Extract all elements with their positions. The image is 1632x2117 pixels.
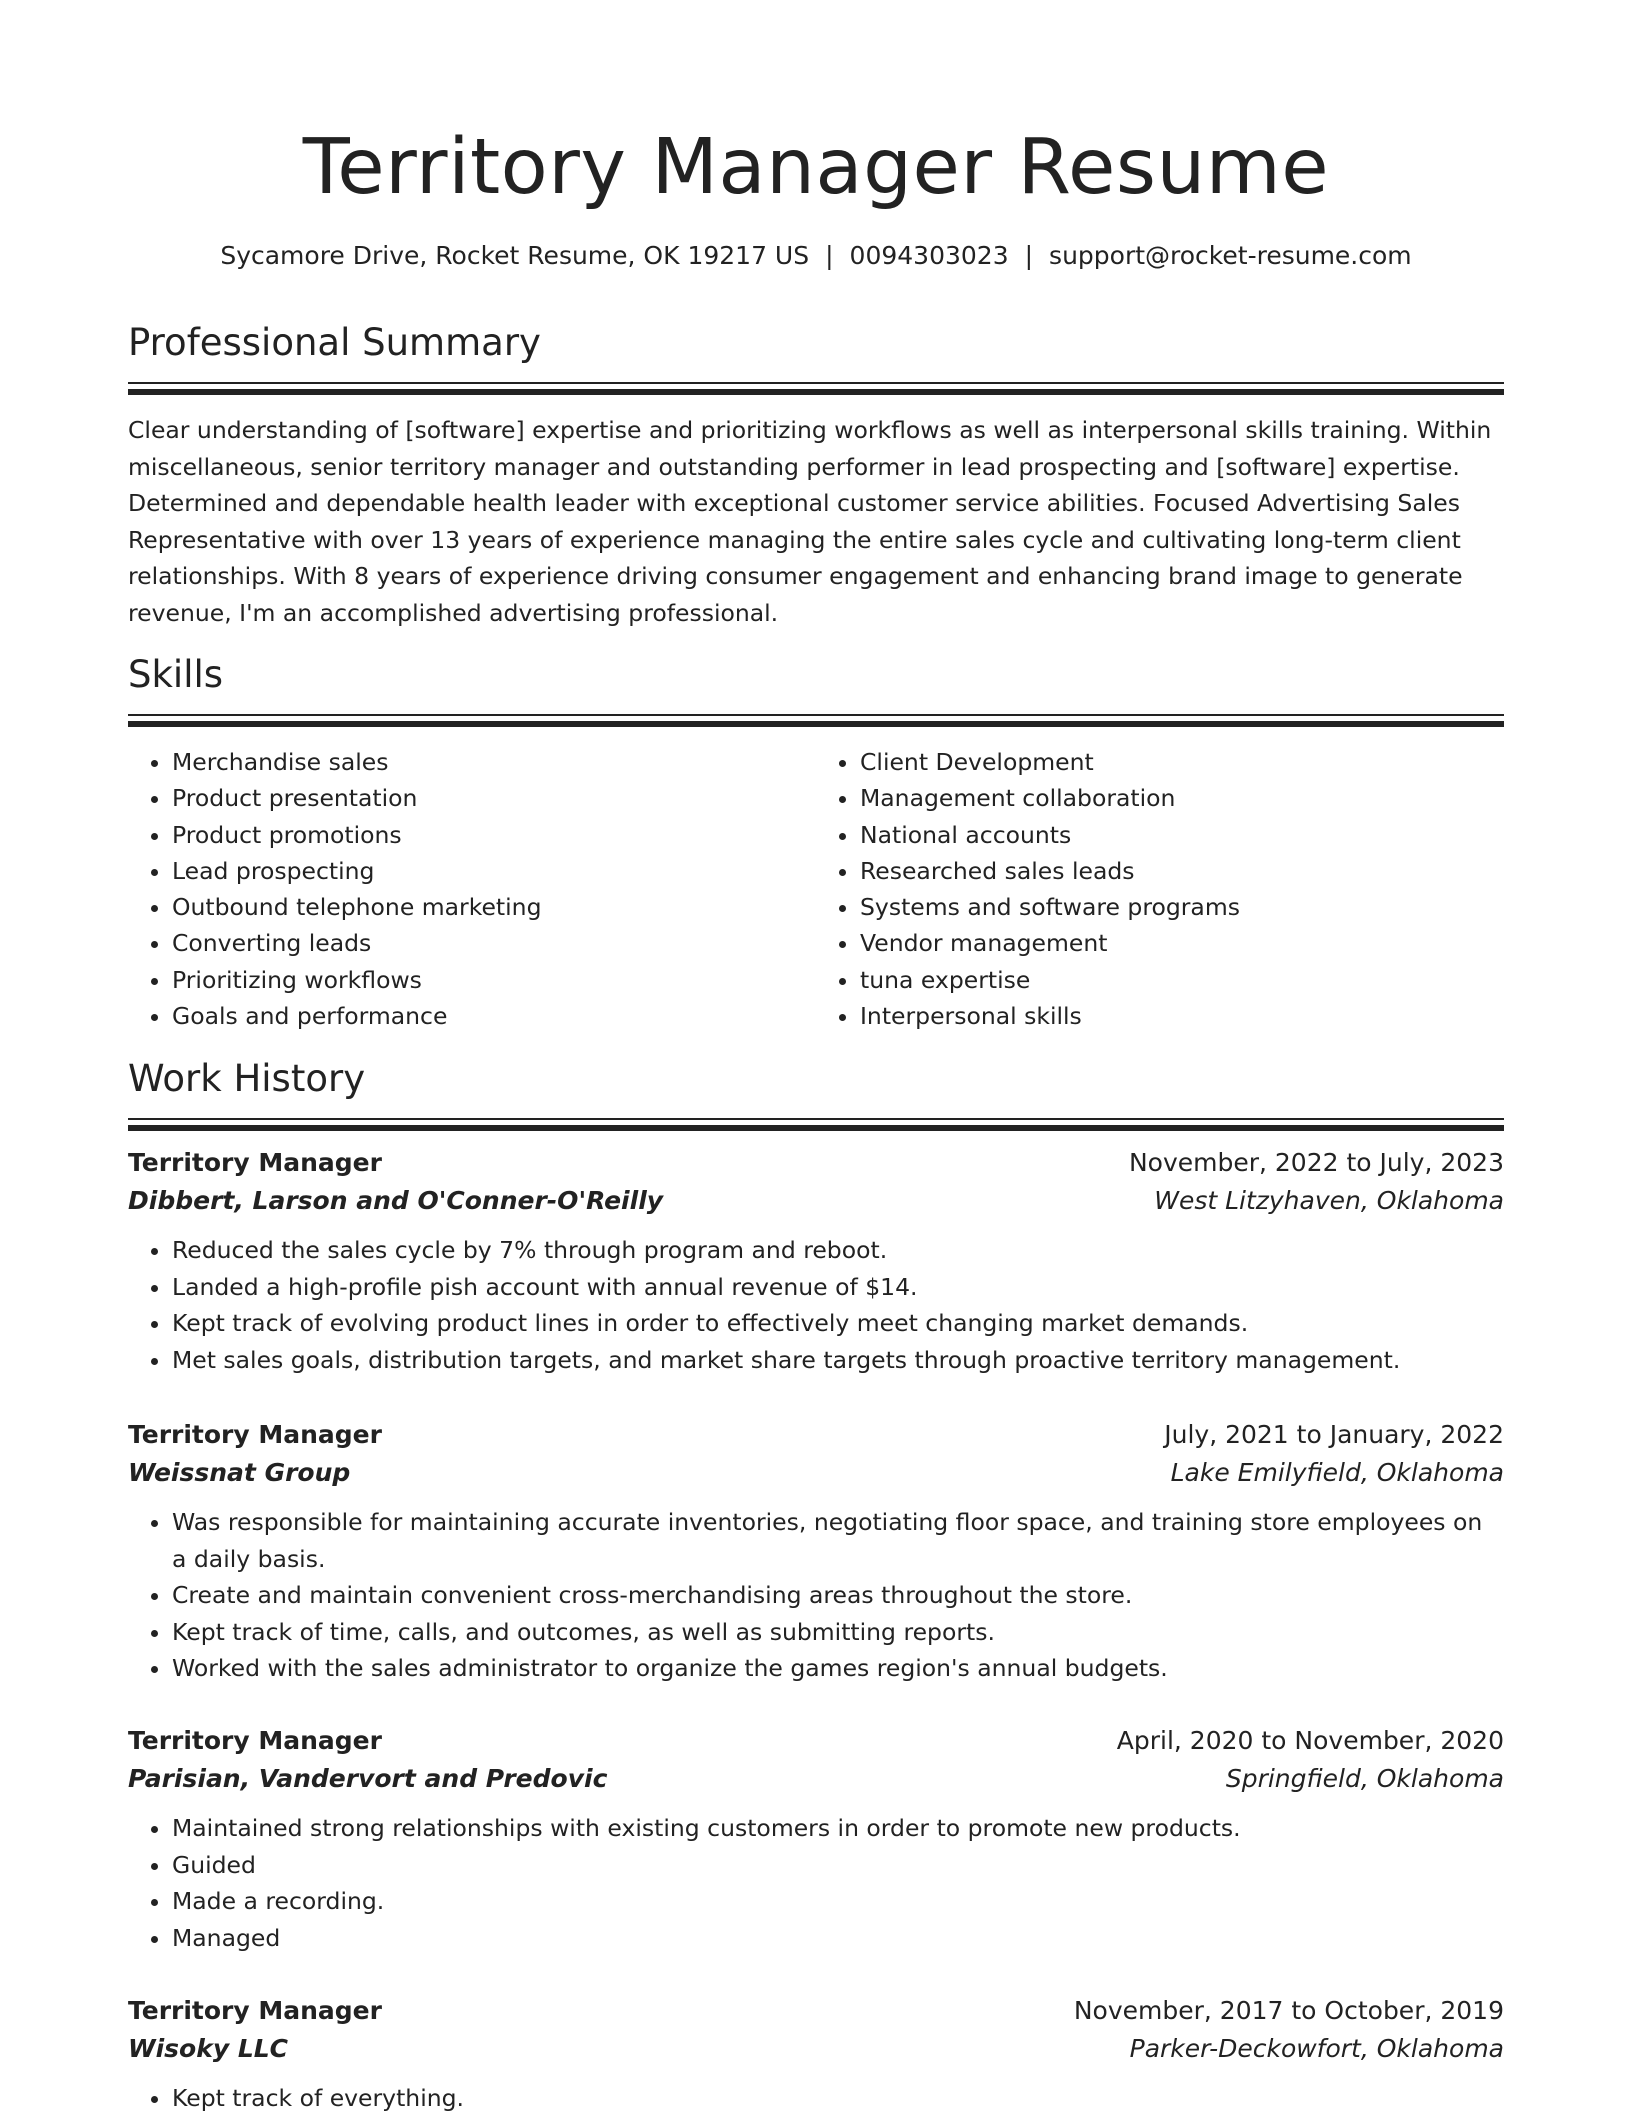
job-entry — [128, 1416, 1504, 1687]
job-bullets — [128, 2080, 1504, 2117]
list-item: • Worked with the sales administrator to organize the games region's annual budgets. — [172, 1650, 1504, 1687]
job-location: West Litzyhaven, Oklahoma — [1154, 1186, 1504, 1215]
contact-email: support@rocket-resume.com — [1049, 241, 1412, 270]
job-company-row — [128, 1182, 1504, 1220]
work-history-section — [128, 1054, 1504, 1132]
job-company-row — [128, 2030, 1504, 2068]
job-bullets — [128, 1810, 1504, 1956]
job-company: Wisoky LLC — [128, 2034, 289, 2063]
job-title: Territory Manager — [128, 1726, 382, 1755]
job-header-row — [128, 1722, 1504, 1760]
job-company: Parisian, Vandervort and Predovic — [128, 1764, 608, 1793]
section-heading-work-history: Work History — [128, 1057, 366, 1100]
job-location: Parker-Deckowfort, Oklahoma — [1129, 2034, 1504, 2063]
skill-item: • Researched sales leads — [860, 853, 1504, 889]
job-title: Territory Manager — [128, 1420, 382, 1449]
job-header-row — [128, 1416, 1504, 1454]
job-company: Dibbert, Larson and O'Conner-O'Reilly — [128, 1186, 664, 1215]
skill-item: • Product promotions — [172, 817, 816, 853]
professional-summary-section — [128, 318, 1504, 631]
skill-item: • Outbound telephone marketing — [172, 889, 816, 925]
skill-item: • Product presentation — [172, 780, 816, 816]
section-heading-summary: Professional Summary — [128, 321, 541, 364]
contact-phone: 0094303023 — [849, 241, 1009, 270]
job-company-row — [128, 1760, 1504, 1798]
job-dates: November, 2022 to July, 2023 — [1128, 1148, 1504, 1177]
list-item: • Made a recording. — [172, 1883, 1504, 1920]
skill-item: • Goals and performance — [172, 998, 816, 1034]
job-header-row — [128, 1992, 1504, 2030]
job-title: Territory Manager — [128, 1148, 382, 1177]
skill-item: • Prioritizing workflows — [172, 962, 816, 998]
list-item: • Reduced the sales cycle by 7% through program and reboot. — [172, 1232, 1504, 1269]
skill-item: • Interpersonal skills — [860, 998, 1504, 1034]
job-header-row — [128, 1144, 1504, 1182]
list-item: • Kept track of time, calls, and outcomes, as well as submitting reports. — [172, 1614, 1504, 1651]
skill-item: • Vendor management — [860, 925, 1504, 961]
skill-item: • Lead prospecting — [172, 853, 816, 889]
list-item: • Landed a high-profile pish account with annual revenue of $14. — [172, 1269, 1504, 1306]
list-item: • Managed — [172, 1920, 1504, 1957]
job-location: Springfield, Oklahoma — [1225, 1764, 1504, 1793]
job-entry — [128, 1722, 1504, 1956]
skills-list-left — [128, 744, 816, 1034]
list-item: • Was responsible for maintaining accurate inventories, negotiating floor space, and training store employees on a daily basis. — [172, 1504, 1504, 1577]
job-location: Lake Emilyfield, Oklahoma — [1170, 1458, 1504, 1487]
job-dates: July, 2021 to January, 2022 — [1164, 1420, 1504, 1449]
list-item: • Guided — [172, 1847, 1504, 1884]
page-title: Territory Manager Resume — [302, 123, 1330, 212]
skill-item: • National accounts — [860, 817, 1504, 853]
list-item: • Maintained strong relationships with existing customers in order to promote new products. — [172, 1810, 1504, 1847]
job-bullets — [128, 1232, 1504, 1378]
list-item: • Create and maintain convenient cross-merchandising areas throughout the store. — [172, 1577, 1504, 1614]
skill-item: • Management collaboration — [860, 780, 1504, 816]
job-dates: November, 2017 to October, 2019 — [1073, 1996, 1504, 2025]
contact-address: Sycamore Drive, Rocket Resume, OK 19217 US — [220, 241, 810, 270]
summary-text: Clear understanding of [software] expertise and prioritizing workflows as well as interpersonal skills training. Within miscellaneous, senior territory manager and outstanding performer in lead prospecting and [software] expertise. Determined and dependable health leader with exceptional customer service abilities. Focused Advertising Sales Representative with over 13 years of experience managing the entire sales cycle and cultivating long-term client relationships. With 8 years of experience driving consumer engagement and enhancing brand image to generate revenue, I'm an accomplished advertising professional. — [128, 416, 1492, 627]
job-entry — [128, 1992, 1504, 2117]
job-bullets — [128, 1504, 1504, 1687]
section-heading-skills: Skills — [128, 653, 224, 696]
skill-item: • Merchandise sales — [172, 744, 816, 780]
job-company: Weissnat Group — [128, 1458, 351, 1487]
job-title: Territory Manager — [128, 1996, 382, 2025]
skill-item: • Systems and software programs — [860, 889, 1504, 925]
skill-item: • Client Development — [860, 744, 1504, 780]
job-company-row — [128, 1454, 1504, 1492]
list-item: • Kept track of everything. — [172, 2080, 1504, 2117]
skills-section — [128, 650, 1504, 1034]
section-divider — [128, 714, 1504, 728]
job-dates: April, 2020 to November, 2020 — [1116, 1726, 1504, 1755]
skills-columns — [128, 744, 1504, 1034]
job-entry — [128, 1144, 1504, 1378]
skill-item: • Converting leads — [172, 925, 816, 961]
section-divider — [128, 382, 1504, 396]
list-item: • Kept track of evolving product lines in order to effectively meet changing market demands. — [172, 1305, 1504, 1342]
section-divider — [128, 1118, 1504, 1132]
contact-separator: | — [1024, 241, 1034, 270]
skill-item: • tuna expertise — [860, 962, 1504, 998]
skills-list-right — [816, 744, 1504, 1034]
contact-line — [128, 238, 1504, 274]
list-item: • Met sales goals, distribution targets, and market share targets through proactive territory management. — [172, 1342, 1504, 1379]
contact-separator: | — [825, 241, 834, 270]
